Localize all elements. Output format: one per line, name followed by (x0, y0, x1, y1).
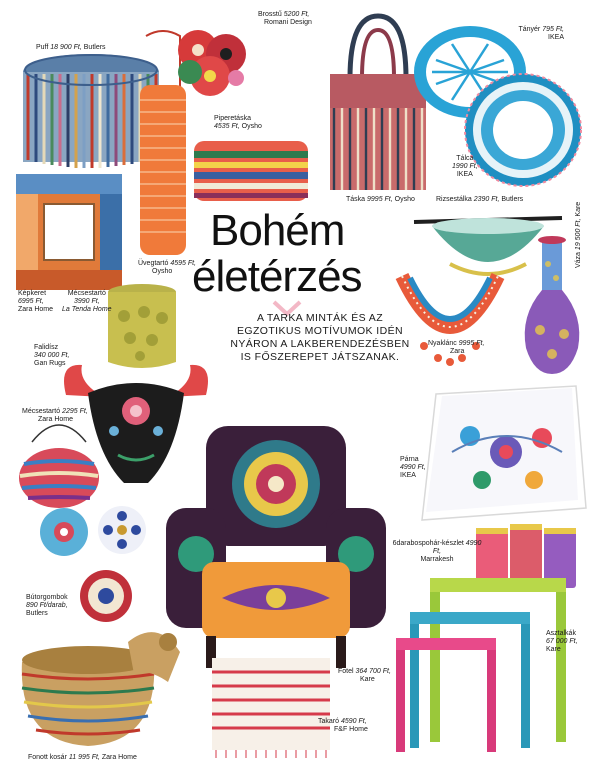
label-rizsestalka (436, 196, 523, 204)
label-talca-brand: IKEA (456, 171, 473, 178)
label-vaza (575, 202, 583, 268)
label-takaro-name: Takaró (318, 718, 340, 725)
label-poharkeszlet-brand: Marrakesh (420, 556, 454, 563)
label-vaza-name: Váza (575, 252, 582, 268)
label-puff (36, 44, 106, 52)
label-nyaklanc-price: 9995 Ft, (458, 340, 485, 347)
label-mecsestarto-2-name: Mécsestartó (22, 408, 61, 415)
label-parna-brand: IKEA (400, 472, 416, 479)
label-takaro-brand: F&F Home (334, 726, 368, 733)
label-tanyer-brand: IKEA (548, 34, 564, 41)
label-uvegtarto-price: 4595 Ft, (170, 260, 196, 267)
label-butorgombok-price: 890 Ft/darab, (26, 602, 68, 609)
label-fotel-brand: Kare (360, 676, 375, 683)
label-poharkeszlet (392, 540, 482, 564)
label-kepkeret-brand: Zara Home (18, 306, 54, 313)
label-butorgombok-brand: Butlers (26, 610, 48, 617)
label-mecsestarto-1-price: 3990 Ft, (73, 298, 100, 305)
tray-image (462, 70, 584, 190)
label-fotel-name: Fotel (338, 668, 354, 675)
label-kepkeret-price: 6995 Ft, (18, 298, 44, 305)
label-nyaklanc-name: Nyaklánc (428, 340, 457, 347)
throw-blanket-image (206, 652, 336, 760)
label-parna-price: 4990 Ft, (400, 464, 426, 471)
label-mecsestarto-1-brand: La Tenda Home (62, 306, 112, 313)
label-kosar (28, 754, 137, 762)
label-pipereteska-brand: Oysho (241, 123, 262, 130)
label-taska-price: 9995 Ft, (367, 196, 393, 203)
pillow-image (412, 380, 592, 530)
label-butorgombok-name: Bútorgombok (26, 594, 68, 601)
label-takaro-price: 4590 Ft, (340, 718, 367, 725)
label-rizsestalka-price: 2390 Ft, (473, 196, 500, 203)
label-butorgombok (26, 594, 68, 618)
candle-holder-glass-image (12, 418, 106, 514)
label-brosstu-price: 5200 Ft, (283, 11, 310, 18)
label-brosstu-brand: Romani Design (264, 19, 312, 26)
label-falidisz-name: Falidísz (34, 344, 59, 351)
label-poharkeszlet-price: 4990 Ft, (432, 540, 482, 555)
label-takaro (318, 718, 368, 734)
brooch-image (168, 22, 254, 102)
label-mecsestarto-1 (62, 290, 112, 314)
label-mecsestarto-1-name: Mécsestartó (67, 290, 106, 297)
label-taska-name: Táska (346, 196, 366, 203)
label-kosar-price: 11 995 Ft, (68, 754, 100, 761)
label-rizsestalka-name: Rizsestálka (436, 196, 472, 203)
label-uvegtarto-name: Üvegtartó (138, 260, 169, 267)
label-puff-price: 18 900 Ft, (50, 44, 82, 51)
label-mecsestarto-2 (22, 408, 88, 424)
label-kosar-name: Fonott kosár (28, 754, 67, 761)
cosmetic-bag-image (190, 135, 312, 205)
label-mecsestarto-2-price: 2295 Ft, (62, 408, 88, 415)
label-talca (452, 155, 478, 179)
label-nyaklanc (428, 340, 484, 356)
label-parna (400, 456, 426, 480)
label-tanyer-price: 795 Ft, (542, 26, 564, 33)
label-nyaklanc-brand: Zara (450, 348, 465, 355)
label-puff-name: Puff (36, 44, 49, 51)
label-talca-name: Tálca (456, 155, 474, 162)
label-kepkeret (18, 290, 53, 314)
label-uvegtarto (138, 260, 196, 276)
armchair-image (162, 422, 390, 670)
label-vaza-brand: Kare (575, 201, 582, 217)
label-taska (346, 196, 415, 204)
label-brosstu (258, 11, 312, 27)
label-poharkeszlet-name: 6darabospohár-készlet (392, 540, 464, 547)
label-falidisz-brand: Gan Rugs (34, 360, 66, 367)
label-parna-name: Párna (400, 456, 419, 463)
label-fotel (338, 668, 391, 684)
label-asztalkak (546, 630, 578, 654)
label-asztalkak-brand: Kare (546, 646, 561, 653)
picture-frame-image (14, 172, 124, 292)
intro-text: A TARKA MINTÁK ÉS AZ EGZOTIKUS MOTÍVUMOK IDÉN NYÁRON A LAKBERENDEZÉSBEN IS FŐSZEREPET JÁTSZANAK. (230, 312, 410, 363)
label-falidisz-price: 340 000 Ft, (34, 352, 70, 359)
label-brosstu-name: Brosstű (258, 11, 282, 18)
label-uvegtarto-brand: Oysho (152, 268, 173, 275)
label-tanyer-name: Tányér (518, 26, 541, 33)
label-pipereteska-name: Piperetáska (214, 115, 251, 122)
label-puff-brand: Butlers (83, 44, 106, 51)
label-tanyer (518, 26, 564, 42)
label-kepkeret-name: Képkeret (18, 290, 47, 297)
label-mecsestarto-2-brand: Zara Home (38, 416, 74, 423)
label-asztalkak-name: Asztalkák (546, 630, 576, 637)
label-vaza-price: 19 500 Ft, (575, 218, 582, 251)
label-pipereteska-price: 4535 Ft, (214, 123, 240, 130)
nesting-tables-image (392, 572, 572, 756)
label-fotel-price: 364 700 Ft, (355, 668, 391, 675)
headline-line-1: Bohém (210, 206, 345, 255)
label-talca-price: 1990 Ft, (452, 163, 478, 170)
label-rizsestalka-brand: Butlers (501, 196, 524, 203)
label-asztalkak-price: 67 000 Ft, (546, 638, 578, 645)
label-kosar-brand: Zara Home (101, 754, 137, 761)
headline-line-2: életérzés (192, 252, 362, 301)
label-pipereteska (214, 115, 262, 131)
label-taska-brand: Oysho (394, 196, 415, 203)
label-falidisz (34, 344, 69, 368)
